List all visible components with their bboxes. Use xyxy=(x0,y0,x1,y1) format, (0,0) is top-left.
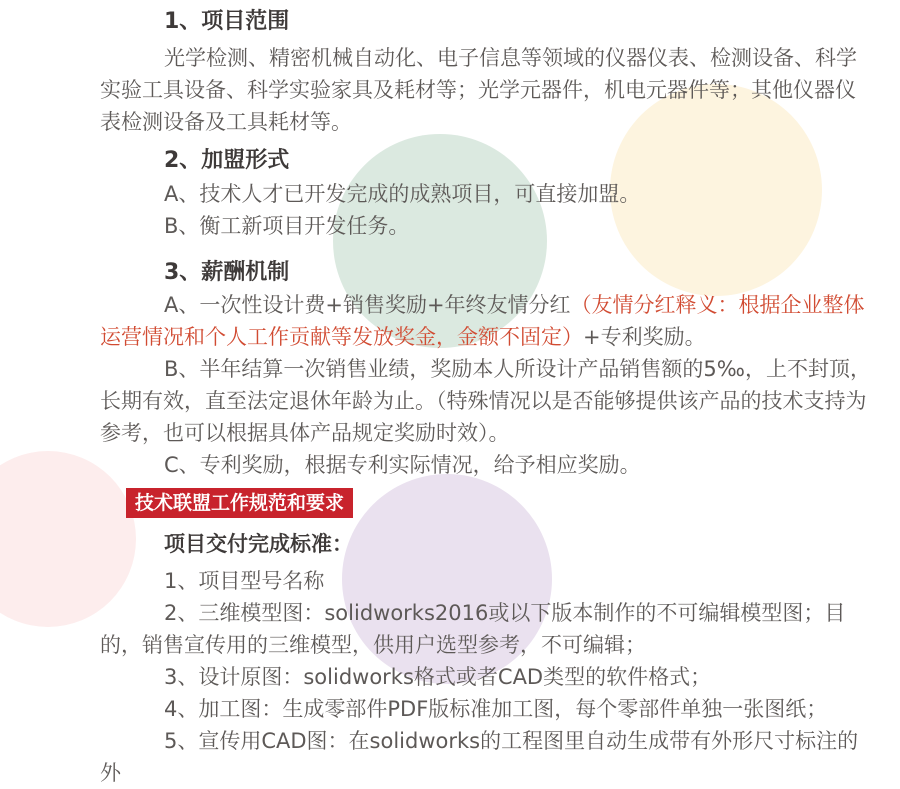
delivery-item-3: 3、设计原图：solidworks格式或者CAD类型的软件格式； xyxy=(164,665,712,689)
salary-item-c xyxy=(100,449,872,481)
text-segment: C、专利奖励，根据专利实际情况，给予相应奖励。 xyxy=(164,453,641,477)
section-heading-salary-mechanism: 3、薪酬机制 xyxy=(164,260,290,285)
join-item-a xyxy=(100,178,872,210)
join-item-b xyxy=(100,210,872,242)
text-segment: +专利奖励。 xyxy=(583,325,706,349)
section-banner xyxy=(126,488,353,518)
salary-item-a xyxy=(100,289,872,353)
text-segment: 光学检测、精密机械自动化、电子信息等领域的仪器仪表、检测设备、科学实验工具设备、科学实验家具及耗材等；光学元器件，机电元器件等；其他仪器仪表检测设备及工具耗材等。 xyxy=(100,46,857,134)
text-segment: B、衡工新项目开发任务。 xyxy=(164,214,410,238)
highlight-red-note: （友情分红释义：根据企业整体运营情况和个人工作贡献等发放奖金，金额不固定） xyxy=(100,293,865,349)
section-heading-join-form: 2、加盟形式 xyxy=(164,148,290,173)
text-segment: B、半年结算一次销售业绩，奖励本人所设计产品销售额的5‰，上不封顶，长期有效，直至法定退休年龄为止。（特殊情况以是否能够提供该产品的技术支持为参考，也可以根据具体产品规定奖励时效）。 xyxy=(100,357,871,445)
section-heading-project-scope: 1、项目范围 xyxy=(164,9,290,34)
delivery-standard-heading: 项目交付完成标准： xyxy=(164,532,353,556)
delivery-item-2: 2、三维模型图：solidworks2016或以下版本制作的不可编辑模型图；目的，销售宣传用的三维模型，供用户选型参考，不可编辑； xyxy=(100,601,846,657)
paragraph-project-scope xyxy=(100,42,872,138)
delivery-item-1: 1、项目型号名称 xyxy=(164,569,325,593)
banner-label: 技术联盟工作规范和要求 xyxy=(135,492,345,514)
salary-item-b xyxy=(100,353,872,449)
text-segment: A、一次性设计费+销售奖励+年终友情分红 xyxy=(164,293,571,317)
text-segment: A、技术人才已开发完成的成熟项目，可直接加盟。 xyxy=(164,182,641,206)
delivery-item-5: 5、宣传用CAD图：在solidworks的工程图里自动生成带有外形尺寸标注的外 xyxy=(100,729,859,785)
delivery-item-4: 4、加工图：生成零部件PDF版标准加工图，每个零部件单独一张图纸； xyxy=(164,697,828,721)
